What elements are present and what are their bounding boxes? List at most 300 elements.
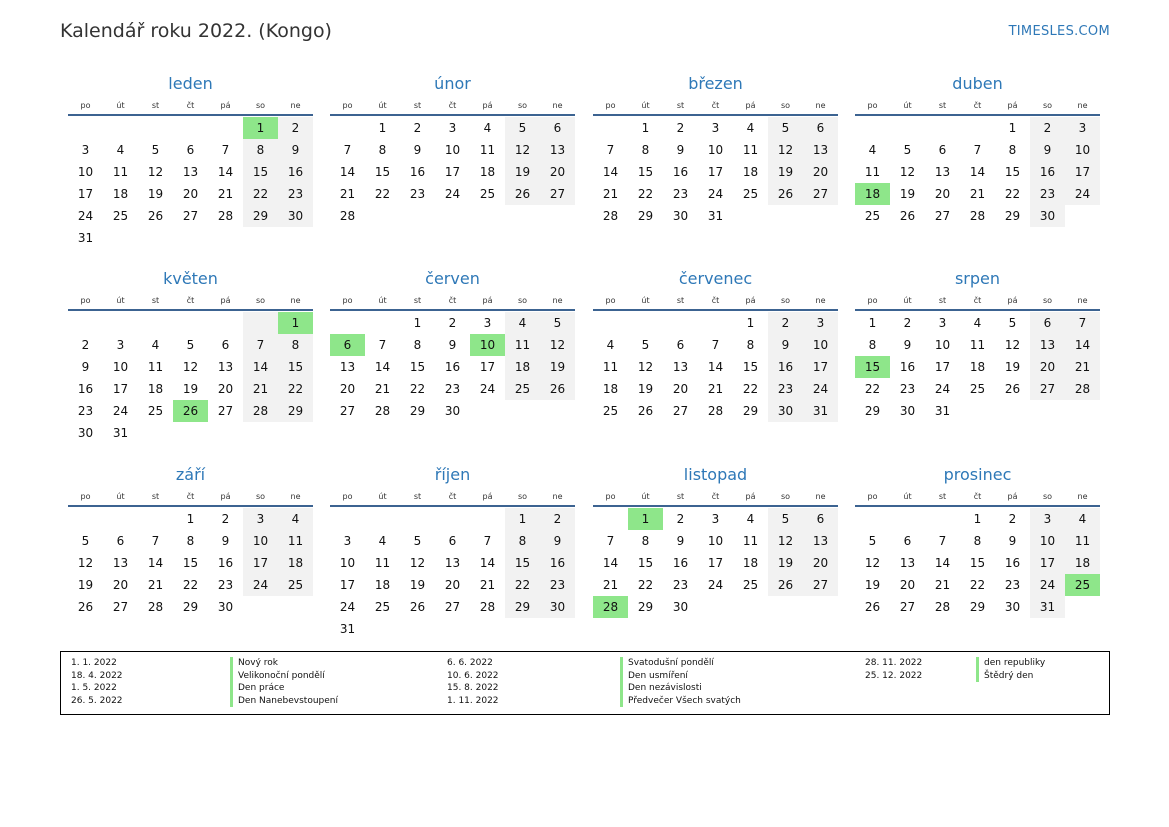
weekday-label: st xyxy=(938,100,947,110)
day-cell: 18 xyxy=(479,165,496,179)
day-cell: 21 xyxy=(339,187,356,201)
day-cell: 24 xyxy=(77,209,94,223)
day-cell: 23 xyxy=(77,404,94,418)
day-cell: 26 xyxy=(768,183,803,205)
day-cell: 14 xyxy=(602,165,619,179)
day-cell: 16 xyxy=(672,556,689,570)
day-cell: 8 xyxy=(378,143,387,157)
weekday-label: pá xyxy=(220,295,231,305)
month-calendar xyxy=(593,267,838,422)
day-cell: 30 xyxy=(77,426,94,440)
day-cell: 6 xyxy=(1030,312,1065,334)
weekday-header xyxy=(593,96,838,116)
day-cell: 21 xyxy=(1065,356,1100,378)
day-cell: 13 xyxy=(803,139,838,161)
day-cell: 31 xyxy=(77,231,94,245)
day-cell: 8 xyxy=(973,534,982,548)
day-cell: 14 xyxy=(969,165,986,179)
legend-date: 1. 5. 2022 xyxy=(71,683,117,694)
day-cell: 26 xyxy=(637,404,654,418)
day-cell: 6 xyxy=(116,534,125,548)
day-cell: 2 xyxy=(1030,117,1065,139)
empty-cell xyxy=(330,312,365,334)
holiday-day-cell: 1 xyxy=(628,508,663,530)
day-cell: 4 xyxy=(606,338,615,352)
day-cell: 21 xyxy=(707,382,724,396)
day-cell: 5 xyxy=(868,534,877,548)
day-cell: 15 xyxy=(969,556,986,570)
weekday-label: so xyxy=(1042,491,1053,501)
day-cell: 27 xyxy=(934,209,951,223)
day-cell: 3 xyxy=(1030,508,1065,530)
weekday-label: ne xyxy=(1077,100,1088,110)
day-cell: 12 xyxy=(768,530,803,552)
day-cell: 13 xyxy=(803,530,838,552)
empty-cell xyxy=(593,312,628,334)
day-cell: 31 xyxy=(934,404,951,418)
day-cell: 23 xyxy=(409,187,426,201)
weekday-label: ne xyxy=(290,100,301,110)
day-cell: 22 xyxy=(969,578,986,592)
day-cell: 25 xyxy=(864,209,881,223)
weekday-label: ne xyxy=(552,100,563,110)
day-cell: 2 xyxy=(676,121,685,135)
day-cell: 25 xyxy=(479,187,496,201)
legend-holiday-name: den republiky xyxy=(976,657,1045,670)
day-cell: 4 xyxy=(868,143,877,157)
month-name: březen xyxy=(688,74,743,93)
day-cell: 18 xyxy=(742,556,759,570)
day-cell: 11 xyxy=(479,143,496,157)
day-cell: 25 xyxy=(742,578,759,592)
day-cell: 26 xyxy=(77,600,94,614)
day-cell: 5 xyxy=(641,338,650,352)
weekday-label: po xyxy=(867,491,878,501)
weekday-label: ne xyxy=(815,100,826,110)
weekday-label: pá xyxy=(220,100,231,110)
brand-link[interactable]: TIMESLES.COM xyxy=(1008,24,1110,39)
day-cell: 19 xyxy=(77,578,94,592)
legend-names-col-1 xyxy=(230,657,338,707)
weekday-label: pá xyxy=(745,491,756,501)
day-cell: 4 xyxy=(116,143,125,157)
day-cell: 26 xyxy=(864,600,881,614)
day-cell: 5 xyxy=(186,338,195,352)
day-cell: 12 xyxy=(147,165,164,179)
day-cell: 1 xyxy=(868,316,877,330)
day-cell: 30 xyxy=(217,600,234,614)
day-cell: 16 xyxy=(899,360,916,374)
day-cell: 15 xyxy=(278,356,313,378)
day-cell: 8 xyxy=(413,338,422,352)
day-cell: 7 xyxy=(938,534,947,548)
weekday-label: pá xyxy=(1007,295,1018,305)
legend-date: 15. 8. 2022 xyxy=(447,683,499,694)
weekday-label: so xyxy=(1042,100,1053,110)
legend-holiday-name: Den práce xyxy=(230,682,338,695)
month-name: leden xyxy=(168,74,213,93)
day-cell: 1 xyxy=(505,508,540,530)
day-cell: 6 xyxy=(903,534,912,548)
day-cell: 5 xyxy=(81,534,90,548)
day-cell: 7 xyxy=(1065,312,1100,334)
empty-cell xyxy=(365,508,400,530)
weekday-label: so xyxy=(1042,295,1053,305)
day-cell: 30 xyxy=(540,596,575,618)
day-cell: 1 xyxy=(1008,121,1017,135)
day-cell: 29 xyxy=(864,404,881,418)
day-cell: 13 xyxy=(672,360,689,374)
day-cell: 18 xyxy=(742,165,759,179)
day-cell: 13 xyxy=(540,139,575,161)
empty-cell xyxy=(400,508,435,530)
day-cell: 19 xyxy=(864,578,881,592)
day-cell: 24 xyxy=(479,382,496,396)
day-cell: 3 xyxy=(938,316,947,330)
day-grid xyxy=(855,508,1100,618)
day-cell: 7 xyxy=(243,334,278,356)
month-name: únor xyxy=(434,74,471,93)
day-cell: 23 xyxy=(278,183,313,205)
day-cell: 30 xyxy=(1004,600,1021,614)
holiday-day-cell: 1 xyxy=(243,117,278,139)
day-cell: 8 xyxy=(868,338,877,352)
day-cell: 27 xyxy=(182,209,199,223)
empty-cell xyxy=(855,508,890,530)
day-cell: 8 xyxy=(641,534,650,548)
day-cell: 15 xyxy=(374,165,391,179)
day-cell: 22 xyxy=(278,378,313,400)
legend-date: 6. 6. 2022 xyxy=(447,658,493,668)
holiday-day-cell: 1 xyxy=(278,312,313,334)
month-name: srpen xyxy=(954,269,1001,288)
empty-cell xyxy=(435,508,470,530)
legend-holiday-name: Den Nanebevstoupení xyxy=(230,695,338,708)
day-cell: 24 xyxy=(707,578,724,592)
day-cell: 11 xyxy=(969,338,986,352)
day-cell: 17 xyxy=(1030,552,1065,574)
weekday-label: út xyxy=(116,100,125,110)
weekday-label: pá xyxy=(1007,491,1018,501)
weekday-label: čt xyxy=(186,100,195,110)
weekday-label: so xyxy=(517,100,528,110)
day-cell: 3 xyxy=(1065,117,1100,139)
weekday-label: so xyxy=(517,491,528,501)
empty-cell xyxy=(138,508,173,530)
month-calendar xyxy=(68,267,313,444)
day-cell: 12 xyxy=(77,556,94,570)
day-cell: 27 xyxy=(803,183,838,205)
day-cell: 14 xyxy=(934,556,951,570)
empty-cell xyxy=(593,508,628,530)
day-cell: 10 xyxy=(803,334,838,356)
weekday-label: út xyxy=(116,491,125,501)
day-cell: 1 xyxy=(641,121,650,135)
day-cell: 22 xyxy=(1004,187,1021,201)
day-cell: 26 xyxy=(899,209,916,223)
day-cell: 9 xyxy=(768,334,803,356)
day-cell: 4 xyxy=(973,316,982,330)
month-name: září xyxy=(175,465,206,484)
day-cell: 16 xyxy=(1030,161,1065,183)
day-cell: 11 xyxy=(602,360,619,374)
day-cell: 16 xyxy=(1004,556,1021,570)
day-cell: 20 xyxy=(112,578,129,592)
day-cell: 15 xyxy=(182,556,199,570)
day-cell: 12 xyxy=(182,360,199,374)
day-cell: 23 xyxy=(768,378,803,400)
day-cell: 17 xyxy=(479,360,496,374)
weekday-label: po xyxy=(605,491,616,501)
day-cell: 30 xyxy=(278,205,313,227)
day-cell: 11 xyxy=(505,334,540,356)
day-cell: 30 xyxy=(899,404,916,418)
weekday-label: st xyxy=(151,295,160,305)
day-cell: 15 xyxy=(409,360,426,374)
empty-cell xyxy=(208,312,243,334)
day-cell: 2 xyxy=(413,121,422,135)
day-cell: 13 xyxy=(182,165,199,179)
weekday-label: út xyxy=(378,491,387,501)
day-cell: 24 xyxy=(339,600,356,614)
day-cell: 29 xyxy=(505,596,540,618)
legend-date: 1. 1. 2022 xyxy=(71,658,117,668)
weekday-label: ne xyxy=(552,295,563,305)
day-grid xyxy=(855,117,1100,227)
legend-dates-col-1 xyxy=(71,657,123,707)
day-cell: 24 xyxy=(803,378,838,400)
holiday-legend xyxy=(60,651,1110,715)
legend-dates-col-2 xyxy=(447,657,499,707)
weekday-label: ne xyxy=(1077,295,1088,305)
day-cell: 21 xyxy=(217,187,234,201)
day-cell: 2 xyxy=(540,508,575,530)
day-cell: 18 xyxy=(374,578,391,592)
day-cell: 1 xyxy=(746,316,755,330)
empty-cell xyxy=(855,117,890,139)
day-cell: 17 xyxy=(934,360,951,374)
weekday-label: út xyxy=(378,100,387,110)
day-cell: 20 xyxy=(899,578,916,592)
weekday-label: čt xyxy=(711,295,720,305)
legend-dates-col-3 xyxy=(865,657,922,682)
day-cell: 11 xyxy=(742,143,759,157)
day-cell: 15 xyxy=(637,165,654,179)
day-cell: 4 xyxy=(151,338,160,352)
empty-cell xyxy=(365,312,400,334)
holiday-day-cell: 10 xyxy=(470,334,505,356)
day-cell: 28 xyxy=(374,404,391,418)
day-cell: 20 xyxy=(540,161,575,183)
day-cell: 10 xyxy=(77,165,94,179)
day-cell: 13 xyxy=(217,360,234,374)
empty-cell xyxy=(698,312,733,334)
day-cell: 25 xyxy=(602,404,619,418)
day-cell: 17 xyxy=(707,165,724,179)
legend-holiday-name: Nový rok xyxy=(230,657,338,670)
holiday-day-cell: 18 xyxy=(855,183,890,205)
day-cell: 20 xyxy=(803,161,838,183)
day-cell: 20 xyxy=(803,552,838,574)
day-cell: 19 xyxy=(1004,360,1021,374)
day-cell: 29 xyxy=(969,600,986,614)
day-cell: 19 xyxy=(409,578,426,592)
day-cell: 24 xyxy=(1065,183,1100,205)
day-cell: 10 xyxy=(243,530,278,552)
day-cell: 5 xyxy=(540,312,575,334)
empty-cell xyxy=(173,312,208,334)
day-cell: 28 xyxy=(1065,378,1100,400)
day-cell: 17 xyxy=(803,356,838,378)
weekday-label: po xyxy=(605,100,616,110)
month-calendar xyxy=(330,72,575,227)
day-cell: 22 xyxy=(637,187,654,201)
holiday-day-cell: 28 xyxy=(593,596,628,618)
weekday-label: st xyxy=(413,491,422,501)
legend-date: 28. 11. 2022 xyxy=(865,658,923,668)
weekday-label: út xyxy=(116,295,125,305)
day-cell: 12 xyxy=(768,139,803,161)
weekday-label: st xyxy=(151,100,160,110)
day-cell: 3 xyxy=(81,143,90,157)
day-cell: 11 xyxy=(864,165,881,179)
day-cell: 27 xyxy=(444,600,461,614)
day-cell: 1 xyxy=(973,512,982,526)
month-calendar xyxy=(855,463,1100,618)
day-cell: 7 xyxy=(606,534,615,548)
weekday-label: út xyxy=(903,295,912,305)
day-cell: 17 xyxy=(112,382,129,396)
weekday-label: ne xyxy=(815,295,826,305)
weekday-label: pá xyxy=(482,295,493,305)
day-cell: 10 xyxy=(707,534,724,548)
weekday-label: po xyxy=(80,491,91,501)
day-cell: 26 xyxy=(505,183,540,205)
weekday-label: pá xyxy=(482,491,493,501)
day-cell: 25 xyxy=(112,209,129,223)
weekday-header xyxy=(855,291,1100,311)
day-cell: 7 xyxy=(483,534,492,548)
day-cell: 9 xyxy=(221,534,230,548)
empty-cell xyxy=(330,508,365,530)
day-cell: 8 xyxy=(1008,143,1017,157)
empty-cell xyxy=(890,508,925,530)
day-cell: 27 xyxy=(899,600,916,614)
day-cell: 6 xyxy=(803,508,838,530)
day-grid xyxy=(330,508,575,640)
day-cell: 13 xyxy=(934,165,951,179)
day-cell: 11 xyxy=(1065,530,1100,552)
day-cell: 25 xyxy=(505,378,540,400)
month-name: listopad xyxy=(683,465,748,484)
day-cell: 21 xyxy=(934,578,951,592)
day-cell: 9 xyxy=(278,139,313,161)
legend-names-col-3 xyxy=(976,657,1045,682)
empty-cell xyxy=(208,117,243,139)
day-cell: 28 xyxy=(969,209,986,223)
day-cell: 30 xyxy=(444,404,461,418)
day-cell: 26 xyxy=(540,378,575,400)
day-cell: 14 xyxy=(1065,334,1100,356)
day-cell: 2 xyxy=(81,338,90,352)
weekday-label: so xyxy=(255,295,266,305)
month-calendar xyxy=(68,463,313,618)
month-name: prosinec xyxy=(943,465,1012,484)
day-cell: 27 xyxy=(540,183,575,205)
day-cell: 6 xyxy=(938,143,947,157)
month-name: červenec xyxy=(678,269,753,288)
day-grid xyxy=(68,312,313,444)
holiday-day-cell: 6 xyxy=(330,334,365,356)
weekday-label: pá xyxy=(745,295,756,305)
weekday-header xyxy=(68,291,313,311)
day-cell: 18 xyxy=(969,360,986,374)
day-cell: 21 xyxy=(969,187,986,201)
day-cell: 20 xyxy=(217,382,234,396)
day-cell: 4 xyxy=(278,508,313,530)
day-cell: 12 xyxy=(899,165,916,179)
day-cell: 12 xyxy=(1004,338,1021,352)
day-cell: 28 xyxy=(934,600,951,614)
day-cell: 9 xyxy=(540,530,575,552)
day-cell: 8 xyxy=(641,143,650,157)
day-cell: 9 xyxy=(676,143,685,157)
month-calendar xyxy=(330,267,575,422)
day-cell: 27 xyxy=(1030,378,1065,400)
weekday-label: st xyxy=(413,295,422,305)
day-cell: 5 xyxy=(768,508,803,530)
day-cell: 14 xyxy=(374,360,391,374)
weekday-label: út xyxy=(641,100,650,110)
legend-holiday-name: Štědrý den xyxy=(976,670,1045,683)
weekday-label: čt xyxy=(186,295,195,305)
day-cell: 23 xyxy=(540,574,575,596)
day-cell: 30 xyxy=(672,209,689,223)
day-cell: 10 xyxy=(444,143,461,157)
day-cell: 26 xyxy=(409,600,426,614)
day-cell: 19 xyxy=(899,187,916,201)
day-cell: 12 xyxy=(505,139,540,161)
weekday-label: út xyxy=(378,295,387,305)
weekday-label: út xyxy=(641,491,650,501)
day-cell: 11 xyxy=(742,534,759,548)
weekday-label: po xyxy=(342,100,353,110)
day-cell: 5 xyxy=(413,534,422,548)
day-cell: 22 xyxy=(243,183,278,205)
day-cell: 11 xyxy=(147,360,164,374)
day-cell: 16 xyxy=(444,360,461,374)
legend-holiday-name: Předvečer Všech svatých xyxy=(620,695,741,708)
legend-holiday-name: Svatodušní pondělí xyxy=(620,657,741,670)
day-cell: 29 xyxy=(243,205,278,227)
weekday-label: st xyxy=(938,295,947,305)
empty-cell xyxy=(138,117,173,139)
day-cell: 17 xyxy=(707,556,724,570)
weekday-label: po xyxy=(80,100,91,110)
day-cell: 22 xyxy=(505,574,540,596)
day-cell: 27 xyxy=(339,404,356,418)
day-cell: 6 xyxy=(803,117,838,139)
day-cell: 9 xyxy=(81,360,90,374)
month-calendar xyxy=(855,267,1100,422)
day-cell: 4 xyxy=(378,534,387,548)
weekday-label: po xyxy=(867,100,878,110)
weekday-label: po xyxy=(867,295,878,305)
day-cell: 21 xyxy=(602,578,619,592)
day-cell: 20 xyxy=(1030,356,1065,378)
empty-cell xyxy=(925,117,960,139)
holiday-day-cell: 25 xyxy=(1065,574,1100,596)
